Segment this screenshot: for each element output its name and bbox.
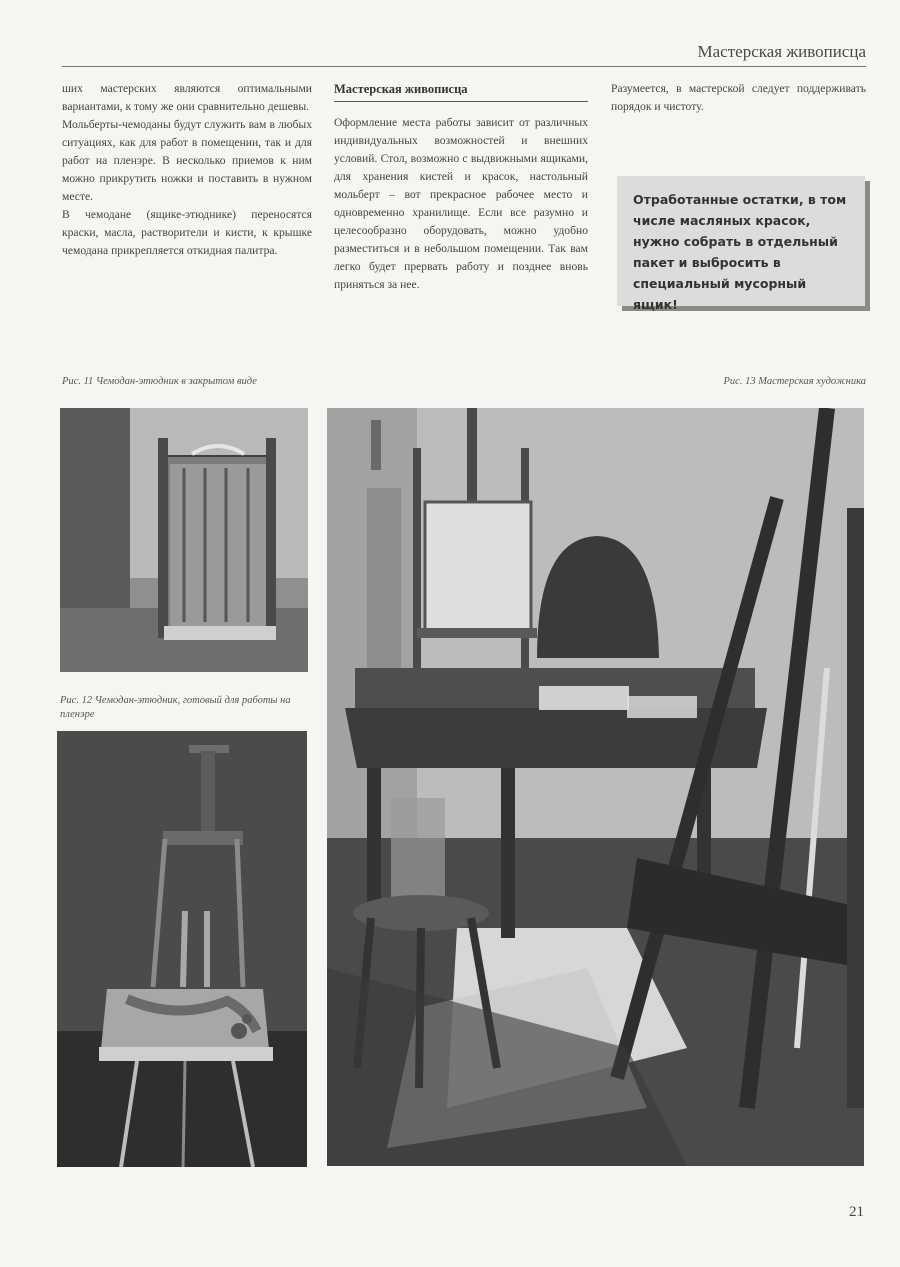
open-easel-illustration	[57, 731, 307, 1167]
section-title: Мастерская живописца	[334, 80, 588, 102]
text-column-1	[62, 80, 312, 260]
figure-13-caption: Рис. 13 Мастерская художника	[723, 376, 866, 387]
closed-sketchbox-illustration	[60, 408, 308, 672]
figure-13-photo	[327, 408, 864, 1166]
header-rule	[62, 66, 866, 67]
paragraph: Мольберты-чемоданы будут служить вам в любых ситуациях, как для работ в помещении, так и для работ на пленэре. В несколько приемов к ним можно прикрутить ножки и поставить в нужном месте.	[62, 118, 312, 203]
artist-studio-illustration	[327, 408, 864, 1166]
figure-11-photo	[60, 408, 308, 672]
page-number: 21	[849, 1204, 864, 1220]
paragraph: Оформление места работы зависит от различных индивидуальных возможностей и внешних условий. Стол, возможно с выдвижными ящиками, для хранения кистей и красок, настольный мольберт – вот прекрасное рабочее место и одновременно хранилище. Если все разумно и целесообразно оборудовать, можно удобно разместиться и в небольшом помещении. Так вам легко будет прервать работу и позднее вновь приняться за нее.	[334, 116, 588, 291]
text-column-3	[611, 80, 866, 116]
running-title: Мастерская живописца	[697, 42, 866, 61]
figure-11-caption: Рис. 11 Чемодан-этюдник в закрытом виде	[62, 376, 257, 387]
tip-box	[617, 176, 865, 312]
paragraph: ших мастерских являются оптимальными вариантами, к тому же они сравнительно дешевы.	[62, 82, 312, 113]
paragraph: В чемодане (ящике-этюднике) переносятся краски, масла, растворители и кисти, к крышке чемодана прикрепляется откидная палитра.	[62, 208, 312, 257]
paragraph: Разумеется, в мастерской следует поддерживать порядок и чистоту.	[611, 82, 866, 113]
figure-12-photo	[57, 731, 307, 1167]
figure-12-caption: Рис. 12 Чемодан-этюдник, готовый для работы на пленэре	[60, 695, 291, 720]
text-column-2	[334, 80, 588, 294]
tip-text: Отработанные остатки, в том числе масляных красок, нужно собрать в отдельный пакет и выбросить в специальный мусорный ящик!	[633, 192, 847, 312]
